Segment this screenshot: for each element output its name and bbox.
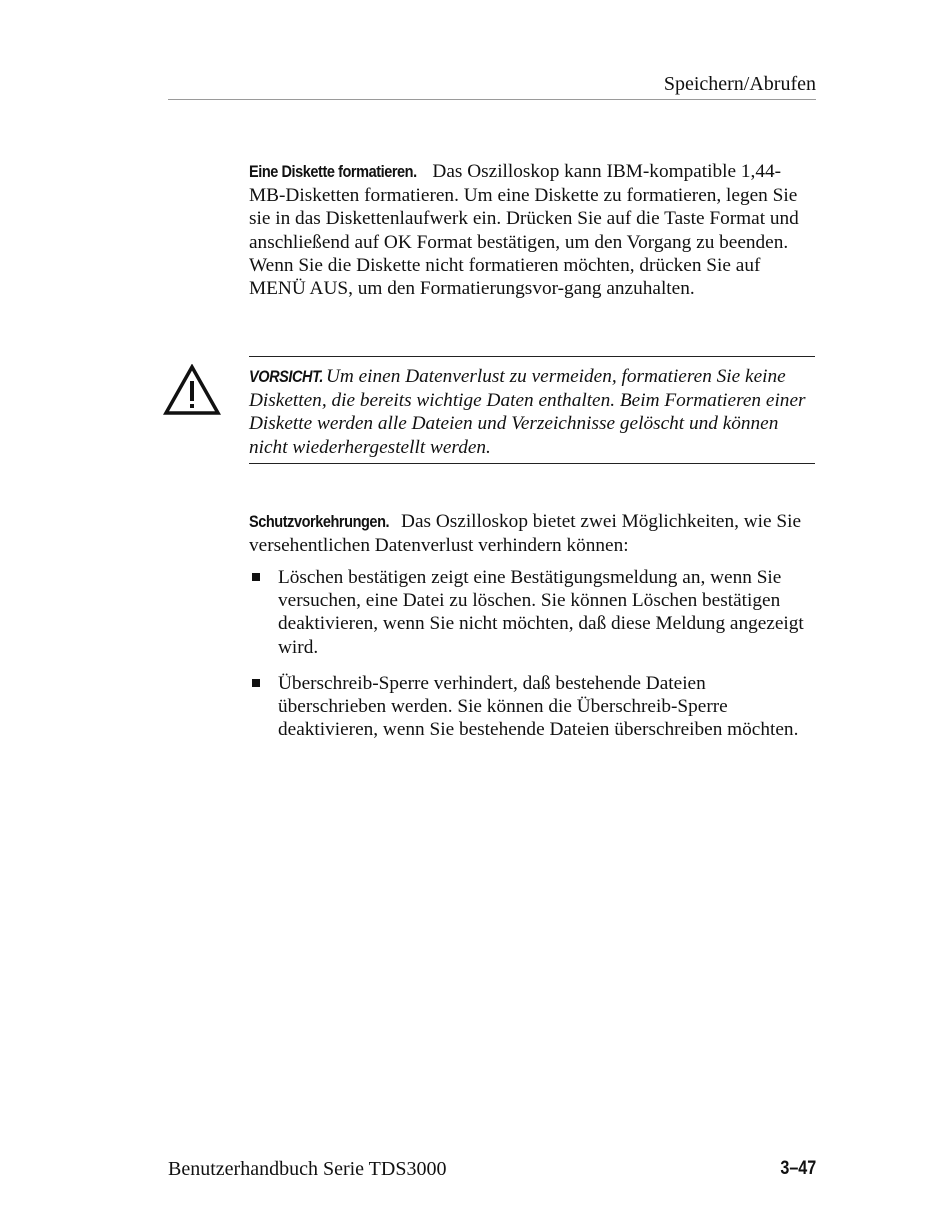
format-section-body: Das Oszilloskop kann IBM-kompatible 1,44-MB-Disketten formatieren. Um eine Diskette zu formatieren, legen Sie sie in das Diskettenlaufwerk ein. Drücken Sie auf die Taste Format und anschließend auf OK Format bestätigen, um den Vorgang zu beenden. Wenn Sie die Diskette nicht formatieren möchten, drücken Sie auf MENÜ AUS, um den Formatierungsvor-gang anzuhalten. — [249, 161, 799, 300]
square-bullet-icon — [252, 573, 260, 581]
list-item — [249, 566, 815, 659]
list-item-text: Überschreib-Sperre verhindert, daß bestehende Dateien überschrieben werden. Sie können die Überschreib-Sperre deaktivieren, wenn Sie bestehende Dateien überschreiben möchten. — [278, 672, 799, 741]
square-bullet-icon — [252, 679, 260, 687]
caution-body: Um einen Datenverlust zu vermeiden, formatieren Sie keine Disketten, die bereits wichtige Daten enthalten. Beim Formatieren einer Diskette werden alle Dateien und Verzeichnisse gelöscht und können nicht wiederhergestellt werden. — [249, 366, 806, 458]
footer-page-number: 3–47 — [780, 1158, 816, 1179]
list-item — [249, 672, 815, 742]
format-section-heading: Eine Diskette formatieren. — [249, 163, 417, 181]
page-header-title: Speichern/Abrufen — [663, 73, 816, 95]
warning-icon — [163, 364, 221, 416]
protection-bullet-list — [249, 566, 815, 754]
protection-section-body: Das Oszilloskop bietet zwei Möglichkeiten, wie Sie versehentlichen Datenverlust verhindern können: — [249, 511, 802, 557]
caution-box — [249, 356, 815, 464]
footer-manual-title: Benutzerhandbuch Serie TDS3000 — [168, 1158, 447, 1180]
protection-section-heading: Schutzvorkehrungen. — [249, 513, 390, 531]
protection-section — [249, 510, 815, 557]
caution-text — [249, 365, 815, 459]
caution-heading: VORSICHT. — [249, 368, 324, 386]
header-divider — [168, 99, 816, 100]
list-item-text: Löschen bestätigen zeigt eine Bestätigungsmeldung an, wenn Sie versuchen, eine Datei zu löschen. Sie können Löschen bestätigen deaktivieren, wenn Sie nicht möchten, daß diese Meldung angezeigt wird. — [278, 567, 804, 658]
format-section — [249, 160, 815, 300]
